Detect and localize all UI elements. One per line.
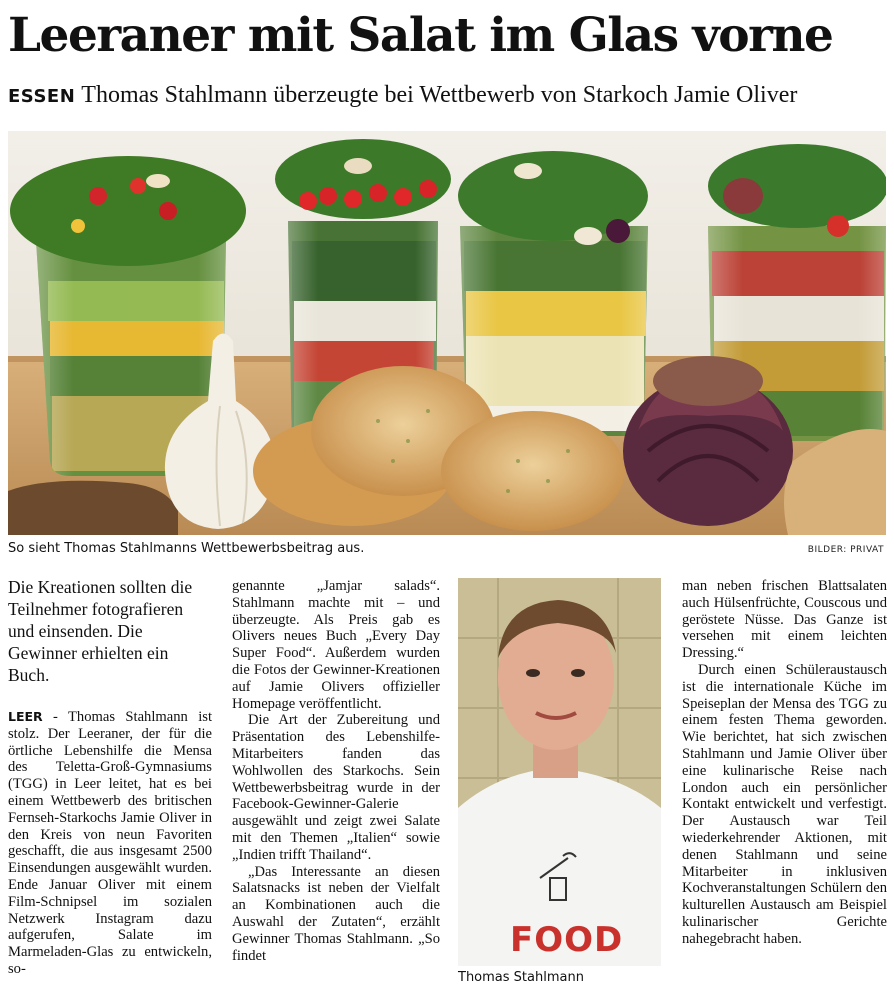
subheadline-text: Thomas Stahlmann überzeugte bei Wettbewerb von Starkoch Jamie Oliver [81, 82, 798, 108]
column-2-paragraph-1: genannte „Jamjar salads“. Stahlmann machte mit – und überzeugte. Als Preis gab es Olivers neues Buch „Every Day Super Food“. Außerdem wurden die Fotos der Gewinner-Kreationen auf Jamie Olivers offizieller Homepage veröffentlicht. [232, 578, 440, 712]
column-2-paragraph-3: „Das Interessante an diesen Salatsnacks ist neben der Vielfalt an Kombinationen auch die Auswahl der Zutaten“, erzählt Gewinner Thomas Stahlmann. „So findet [232, 863, 440, 964]
main-photo [8, 131, 886, 535]
photo-credit: BILDER: PRIVAT [807, 545, 884, 555]
salad-jars-illustration [8, 131, 886, 535]
shirt-print-text: FOOD [510, 920, 624, 960]
article-column-1 [8, 709, 212, 991]
subheadline [8, 80, 888, 112]
photo-caption: So sieht Thomas Stahlmanns Wettbewerbsbeitrag aus. [8, 541, 365, 556]
portrait-illustration [458, 578, 661, 966]
column-3-paragraph-2: Durch einen Schüleraustausch ist die internationale Küche im Speiseplan der Mensa des TGG zu einem festen Thema geworden. Wie berichtet, hat sich zwischen Stahlmann und Jamie Oliver über eine kulinarische Reise nach London auch ein persönlicher Kontakt entwickelt und verfestigt. Der Austausch war Teil wiederkehrender Aktionen, mit denen Stahlmann und seine Mitarbeiter in inklusiven Kochveranstaltungen Schülern den kulturellen Austausch am Beispiel kulinarischer Gerichte nahegebracht haben. [682, 661, 887, 947]
portrait-caption: Thomas Stahlmann [458, 970, 584, 985]
article-column-2 [232, 578, 440, 992]
article-teaser: Die Kreationen sollten die Teilnehmer fotografieren und einsenden. Die Gewinner erhielten ein Buch. [8, 577, 193, 685]
column-2-paragraph-2: Die Art der Zubereitung und Präsentation des Lebenshilfe-Mitarbeiters fanden das Wohlwollen des Starkochs. Sein Wettbewerbsbeitrag wurde in der Facebook-Gewinner-Galerie ausgewählt und zeigt zwei Salate mit den Themen „Italien“ sowie „Indien trifft Thailand“. [232, 712, 440, 863]
portrait-photo [458, 578, 661, 966]
dateline: LEER [8, 709, 43, 724]
column-3-paragraph-1: man neben frischen Blattsalaten auch Hülsenfrüchte, Couscous und geröstete Nüsse. Das Ganze ist versehen mit einem leichten Dressing.“ [682, 578, 887, 662]
column-1-text: - Thomas Stahlmann ist stolz. Der Leeraner, der für die örtliche Lebenshilfe die Mensa des Teletta-Groß-Gymnasiums (TGG) in Leer leitet, hat es bei einem Wettbewerb des britischen Fernseh-Starkochs Jamie Oliver in den Kreis von neun Favoriten geschafft, die aus insgesamt 2500 Einsendungen ausgewählt wurden. Ende Januar Oliver mit einem Film-Schnipsel im sozialen Netzwerk Instagram dazu aufgerufen, Salate im Marmeladen-Glas zu entwickeln, so- [8, 709, 212, 977]
article-column-3 [682, 578, 887, 992]
headline: Leeraner mit Salat im Glas vorne [8, 8, 833, 63]
section-kicker: ESSEN [8, 86, 76, 107]
